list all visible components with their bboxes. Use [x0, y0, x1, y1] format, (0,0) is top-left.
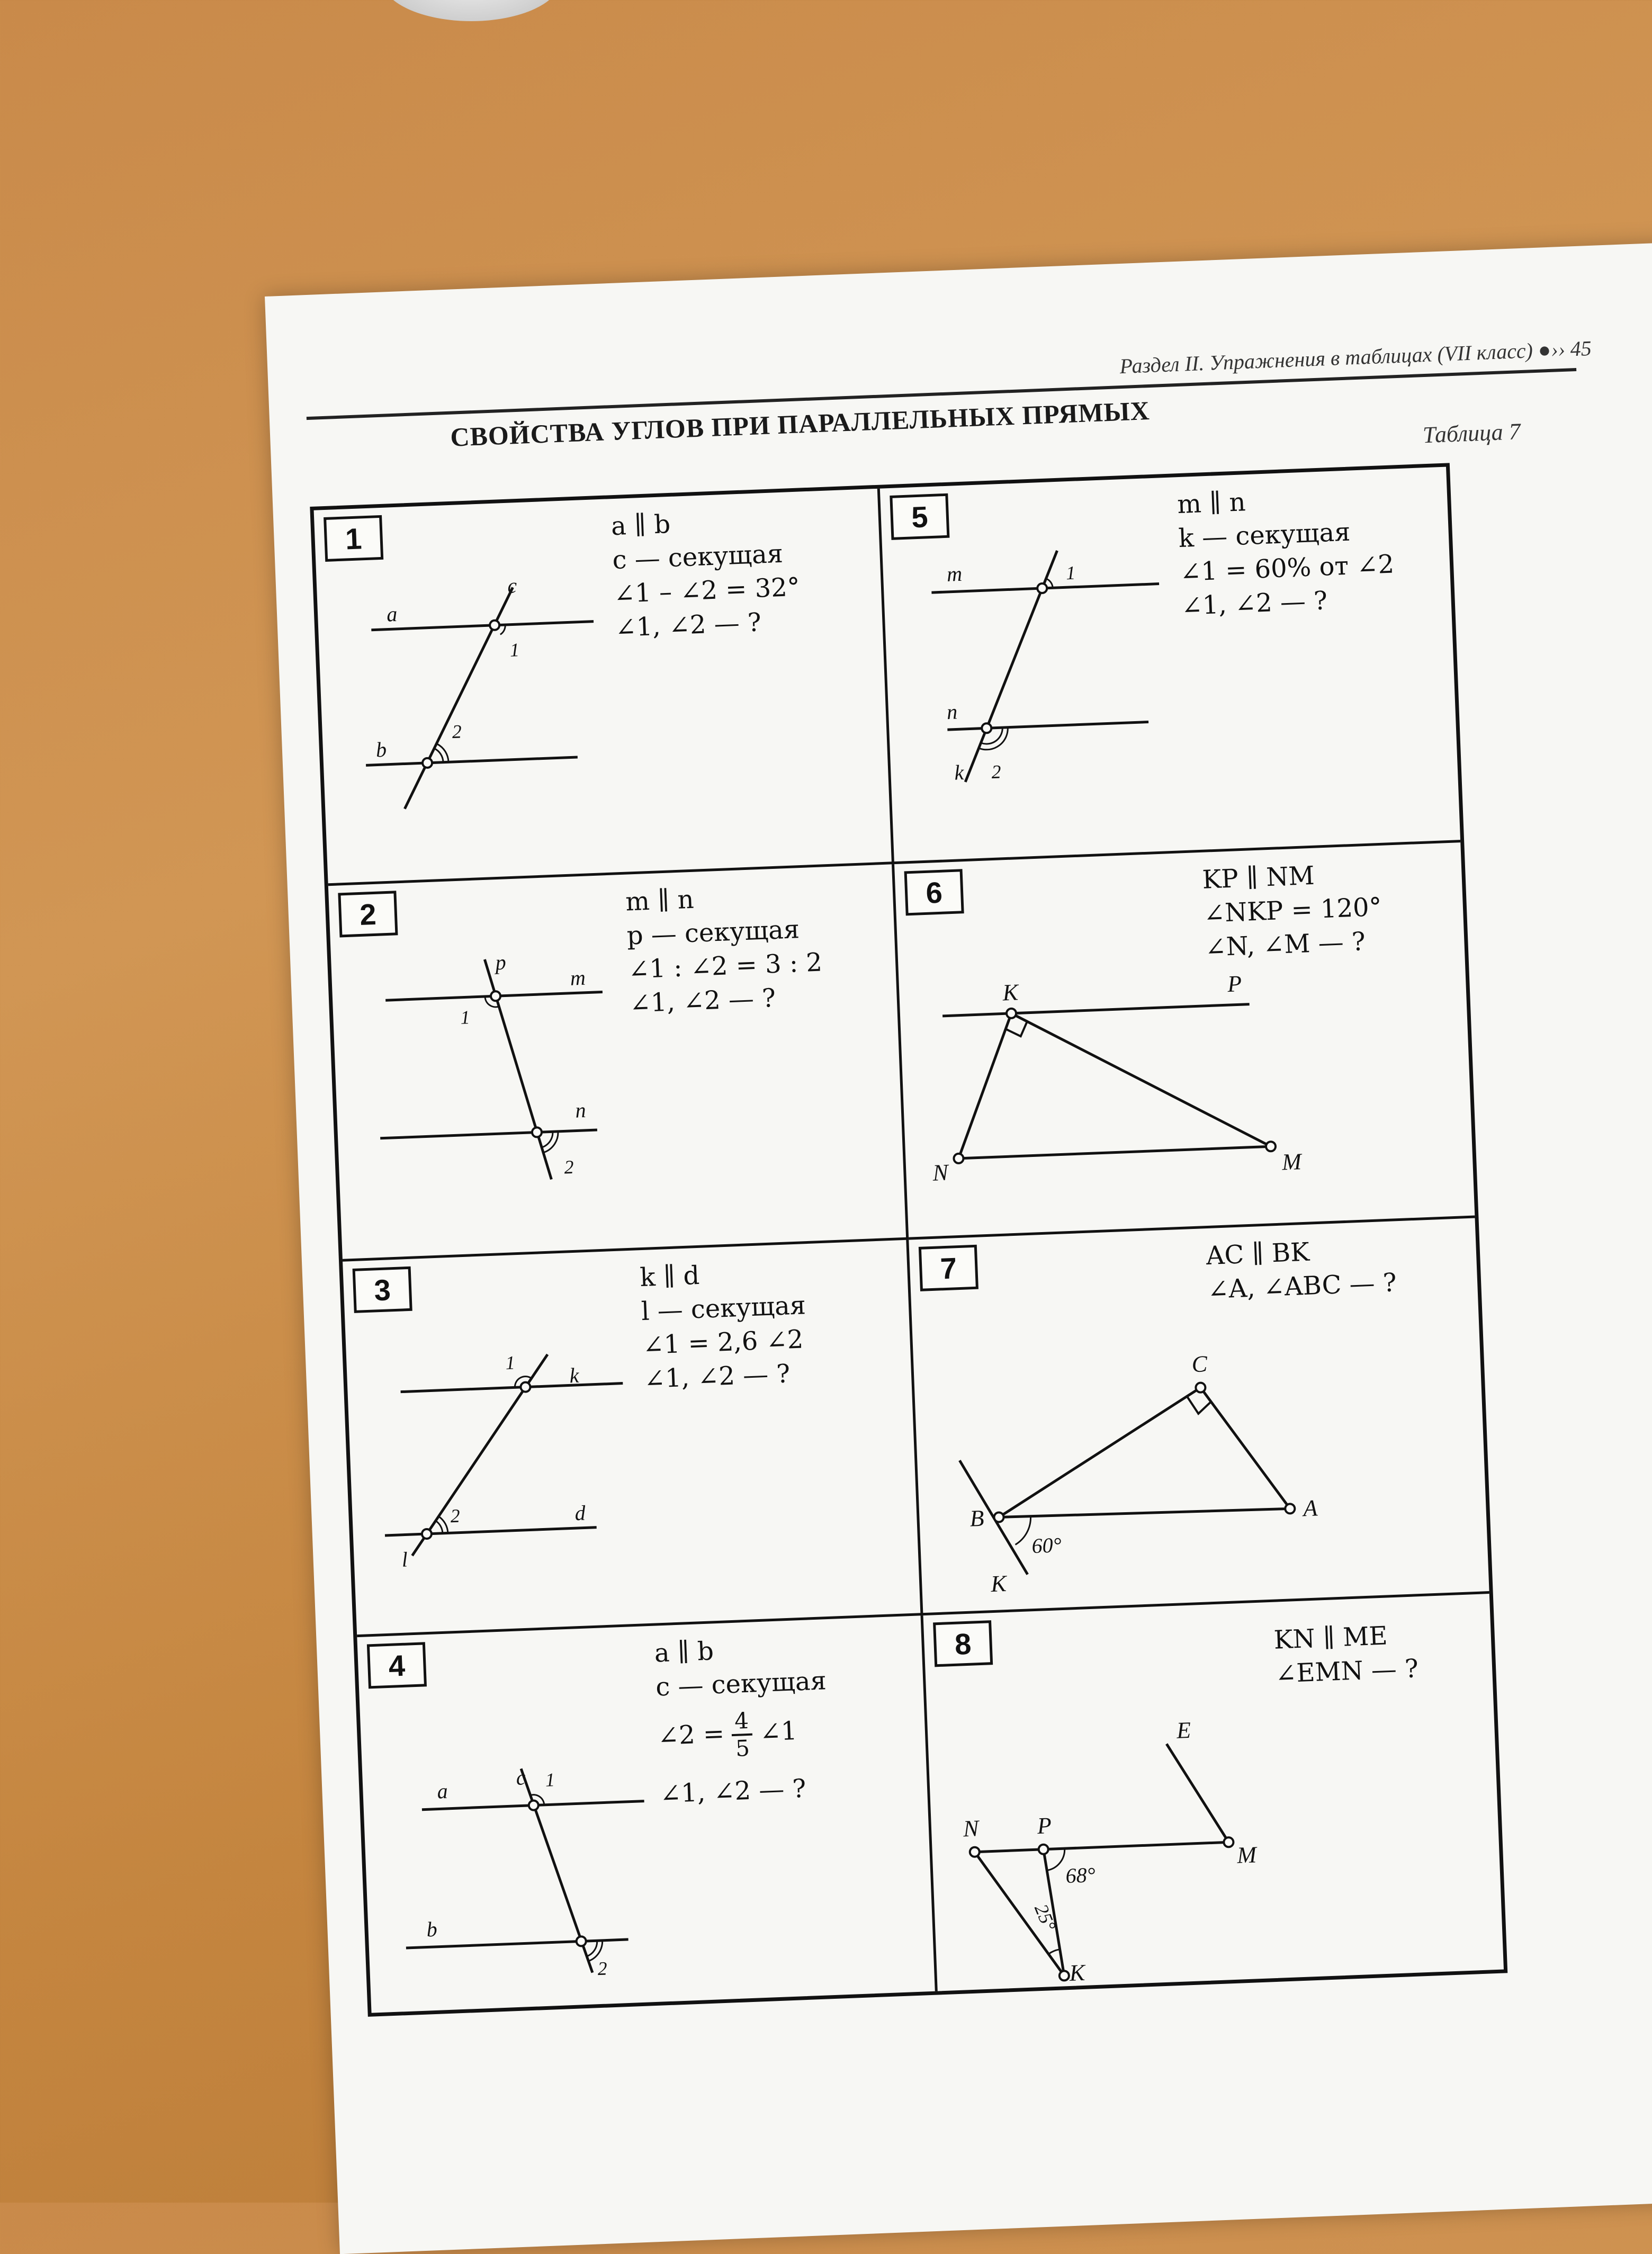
problem-8 — [923, 1594, 1504, 1991]
angle-25-arc — [1048, 1950, 1060, 1954]
secant-k — [957, 551, 1066, 782]
given-line: ∠1, ∠2 — ? — [659, 1773, 807, 1809]
problem-number: 5 — [890, 493, 949, 540]
point-k — [1060, 1971, 1070, 1981]
label-angle-1: 1 — [545, 1769, 555, 1791]
label-m: m — [569, 965, 586, 990]
label-B: B — [969, 1505, 985, 1532]
side-nm — [958, 1146, 1271, 1159]
point — [576, 1936, 586, 1946]
label-c: c — [515, 1765, 526, 1790]
problem-5 — [880, 467, 1460, 865]
given-conditions — [1177, 478, 1446, 623]
angle-60-arc — [1014, 1516, 1032, 1544]
given-equation — [657, 1701, 923, 1764]
label-angle-2: 2 — [563, 1156, 574, 1178]
angle-2-arc — [436, 1521, 443, 1533]
given-line: l — секущая — [641, 1290, 806, 1327]
problem-4 — [357, 1615, 937, 2013]
line-a — [371, 622, 594, 630]
side-km — [1011, 1003, 1271, 1156]
fraction — [731, 1708, 753, 1762]
running-head-arrow: ●›› — [1537, 337, 1571, 362]
point-a — [1285, 1504, 1295, 1514]
given-line: ∠1 : ∠2 = 3 : 2 — [627, 947, 823, 985]
page-number: 45 — [1569, 336, 1592, 361]
label-angle-25: 25° — [1030, 1901, 1061, 1934]
given-line: KP ∥ NM — [1201, 860, 1315, 895]
label-angle-2: 2 — [452, 721, 462, 743]
given-line: ∠1 = 2,6 ∠2 — [642, 1324, 804, 1361]
point — [490, 620, 500, 630]
secant-l — [405, 1354, 555, 1556]
label-angle-68: 68° — [1065, 1862, 1096, 1888]
label-K: K — [990, 1570, 1007, 1597]
given-line: c — секущая — [655, 1666, 827, 1702]
side-ca — [1200, 1385, 1290, 1512]
label-d: d — [574, 1501, 586, 1525]
given-line: m ∥ n — [1177, 487, 1246, 520]
given-line: ∠A, ∠ABC — ? — [1207, 1268, 1397, 1305]
label-angle-1: 1 — [460, 1007, 471, 1028]
label-P: P — [1037, 1812, 1052, 1839]
label-n: n — [946, 699, 958, 724]
label-angle-60: 60° — [1031, 1532, 1062, 1558]
given-conditions — [1206, 1229, 1473, 1307]
label-k: k — [569, 1363, 580, 1388]
worksheet-page — [265, 242, 1652, 2254]
given-line: ∠1, ∠2 — ? — [1180, 586, 1328, 621]
label-angle-1: 1 — [505, 1352, 516, 1374]
figure-5 — [880, 477, 1191, 864]
problem-number: 3 — [353, 1267, 412, 1313]
point-n — [969, 1847, 980, 1857]
given-line: ∠N, ∠M — ? — [1204, 927, 1366, 963]
angle-2-arc — [586, 1941, 598, 1956]
figure-2 — [328, 875, 639, 1262]
table-label: Таблица 7 — [1422, 418, 1521, 448]
side-ba — [999, 1506, 1290, 1520]
given-line: k ∥ d — [639, 1260, 701, 1293]
label-n: n — [574, 1098, 587, 1122]
given-conditions — [625, 875, 894, 1021]
given-line: p — секущая — [626, 914, 800, 951]
line-b — [366, 757, 578, 765]
label-K: K — [1002, 979, 1019, 1006]
side-kn — [953, 1013, 1017, 1159]
label-E: E — [1176, 1717, 1192, 1744]
point — [520, 1382, 531, 1392]
given-conditions — [1273, 1613, 1541, 1691]
given-line: ∠1, ∠2 — ? — [643, 1359, 791, 1394]
label-k: k — [954, 760, 965, 785]
angle-2-arc — [434, 748, 443, 763]
label-N: N — [963, 1815, 980, 1842]
given-conditions — [639, 1251, 909, 1396]
fraction-numerator: 4 — [731, 1708, 752, 1736]
running-head-text: Раздел II. Упражнения в таблицах (VII класс) — [1119, 338, 1533, 379]
given-conditions — [654, 1626, 925, 1811]
label-M: M — [1281, 1148, 1302, 1175]
label-a: a — [386, 601, 398, 626]
figure-1 — [314, 499, 625, 886]
line-b — [406, 1939, 629, 1948]
point-p — [1038, 1844, 1048, 1854]
label-N: N — [932, 1159, 949, 1186]
problem-7 — [909, 1218, 1489, 1616]
line-d — [385, 1528, 597, 1535]
label-c: c — [507, 573, 517, 598]
label-angle-1: 1 — [509, 639, 520, 661]
given-conditions — [1201, 853, 1470, 965]
equation-right: ∠1 — [759, 1716, 798, 1747]
problem-3 — [343, 1240, 923, 1638]
given-line: AC ∥ BK — [1205, 1237, 1310, 1271]
problem-number: 8 — [933, 1620, 993, 1667]
given-line: ∠NKP = 120° — [1202, 892, 1382, 929]
problem-2 — [328, 864, 909, 1262]
label-a: a — [436, 1779, 448, 1803]
label-b: b — [426, 1917, 438, 1942]
figure-4 — [357, 1626, 668, 2013]
given-line: c — секущая — [612, 538, 784, 576]
line-me — [1166, 1741, 1228, 1844]
fraction-denominator: 5 — [735, 1735, 750, 1762]
label-P: P — [1227, 971, 1243, 998]
given-line: a ∥ b — [610, 509, 671, 542]
label-angle-2: 2 — [597, 1957, 608, 1980]
problem-number: 6 — [904, 869, 964, 915]
label-angle-2: 2 — [450, 1505, 461, 1527]
given-line: ∠1, ∠2 — ? — [614, 607, 762, 643]
label-M: M — [1236, 1842, 1257, 1869]
label-angle-1: 1 — [1065, 562, 1076, 584]
point — [982, 723, 992, 733]
line-n — [947, 722, 1148, 730]
point — [423, 758, 433, 768]
angle-2-arc — [541, 1132, 553, 1147]
label-A: A — [1303, 1495, 1318, 1522]
problem-1 — [314, 489, 894, 886]
problem-number: 4 — [367, 1642, 427, 1689]
line-k — [401, 1384, 623, 1392]
label-angle-2: 2 — [991, 761, 1002, 783]
label-C: C — [1191, 1351, 1208, 1378]
point-k — [1007, 1009, 1017, 1019]
given-conditions — [610, 499, 880, 645]
line-kp — [942, 1004, 1250, 1016]
given-line: KN ∥ ME — [1273, 1621, 1388, 1655]
line-n — [380, 1130, 597, 1138]
side-bc — [994, 1388, 1206, 1517]
point-b — [994, 1512, 1004, 1522]
problem-number: 1 — [324, 515, 383, 562]
label-p: p — [495, 950, 507, 975]
problem-number: 7 — [919, 1245, 978, 1291]
given-line: a ∥ b — [653, 1636, 714, 1668]
label-l: l — [401, 1547, 408, 1571]
equation-left: ∠2 = — [657, 1719, 725, 1752]
given-line: ∠1 = 60% от ∠2 — [1179, 549, 1395, 588]
point — [532, 1127, 542, 1137]
point — [528, 1800, 538, 1810]
given-line: ∠1 – ∠2 = 32° — [613, 572, 801, 609]
line-nm — [975, 1842, 1229, 1852]
figure-3 — [343, 1250, 653, 1637]
problem-6 — [894, 842, 1475, 1240]
given-line: ∠EMN — ? — [1274, 1654, 1419, 1689]
page-title: СВОЙСТВА УГЛОВ ПРИ ПАРАЛЛЕЛЬНЫХ ПРЯМЫХ — [450, 396, 1151, 452]
label-b: b — [375, 737, 387, 762]
point-m — [1266, 1142, 1276, 1152]
label-m: m — [946, 561, 963, 586]
point-m — [1224, 1837, 1234, 1847]
secant-c — [397, 587, 522, 809]
point — [1037, 583, 1047, 594]
point — [491, 991, 501, 1001]
given-line: k — секущая — [1178, 517, 1351, 554]
cup-edge — [381, 0, 561, 21]
angle-2-arc — [542, 1132, 559, 1153]
label-K: K — [1069, 1959, 1085, 1986]
given-line: m ∥ n — [625, 884, 695, 917]
angle-68-arc — [1046, 1848, 1066, 1870]
problem-number: 2 — [338, 891, 398, 937]
exercise-table — [310, 463, 1507, 2017]
given-line: ∠1, ∠2 — ? — [629, 983, 776, 1019]
point — [422, 1529, 432, 1539]
point-c — [1196, 1382, 1206, 1393]
point-n — [954, 1154, 964, 1164]
